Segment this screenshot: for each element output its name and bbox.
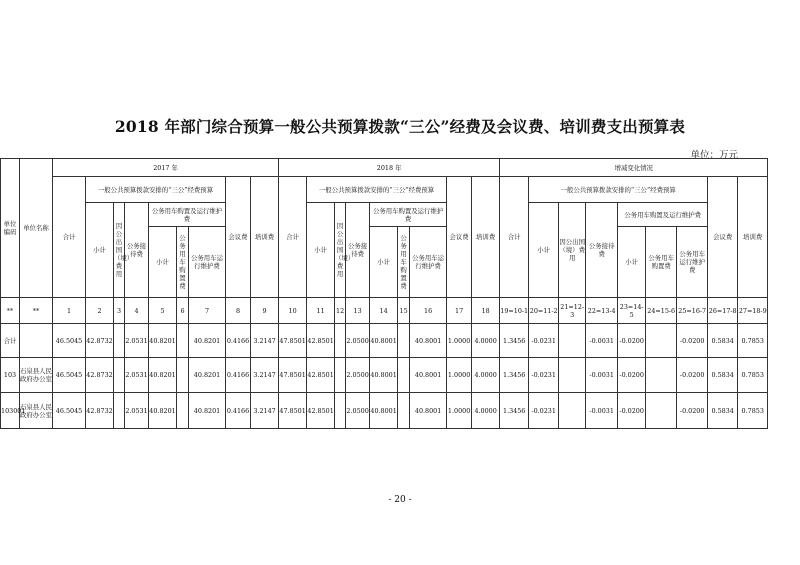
header-change-meeting: 会议费 (708, 177, 738, 298)
data-cell: 0.4166 (226, 393, 251, 429)
header-2018-vehicle-run: 公务用车运行维护费 (410, 227, 447, 298)
index-cell: 21=12-3 (559, 298, 586, 324)
data-cell: 2.0500 (346, 324, 370, 358)
data-cell: 40.8001 (410, 393, 447, 429)
header-change-reception: 公务接待费 (586, 203, 618, 298)
data-cell: 1.0000 (447, 324, 472, 358)
header-change-vehicle: 公务用车购置及运行维护费 (618, 203, 708, 227)
index-cell: 20=11-2 (529, 298, 559, 324)
data-cell (177, 393, 189, 429)
data-cell: 2.0500 (346, 393, 370, 429)
index-cell: 1 (53, 298, 86, 324)
header-2017-total: 合计 (53, 177, 86, 298)
index-cell: 2 (86, 298, 114, 324)
index-cell: 10 (279, 298, 307, 324)
data-cell: 1.0000 (447, 358, 472, 393)
data-cell: 40.8201 (189, 393, 226, 429)
header-2018-reception: 公务接待费 (346, 203, 370, 298)
data-cell (398, 324, 410, 358)
data-cell (114, 324, 125, 358)
index-cell: 8 (226, 298, 251, 324)
data-cell: 2.0531 (125, 358, 149, 393)
index-cell: 3 (114, 298, 125, 324)
data-cell: -0.0200 (677, 393, 708, 429)
index-cell: 22=13-4 (586, 298, 618, 324)
header-change-vehicle-subtotal: 小计 (618, 227, 646, 298)
unit-label: 单位：万元 (690, 150, 738, 161)
header-2017-vehicle-buy: 公务用车购置费 (177, 227, 189, 298)
data-cell: -0.0231 (529, 324, 559, 358)
data-cell (646, 324, 677, 358)
data-cell (559, 393, 586, 429)
data-cell: 0.4166 (226, 324, 251, 358)
index-cell: 26=17-8 (708, 298, 738, 324)
header-change-vehicle-buy: 公务用车购置费 (646, 227, 677, 298)
data-cell: 2.0500 (346, 358, 370, 393)
budget-table (0, 158, 768, 429)
data-cell: 0.7853 (738, 324, 768, 358)
data-cell: 42.8732 (86, 358, 114, 393)
data-cell: 40.8201 (149, 324, 177, 358)
index-cell: 14 (370, 298, 398, 324)
header-change-total: 合计 (500, 177, 529, 298)
data-cell: 1.3456 (500, 324, 529, 358)
index-cell: 15 (398, 298, 410, 324)
data-cell: 4.0000 (472, 358, 500, 393)
data-cell: 0.4166 (226, 358, 251, 393)
data-cell: 0.5834 (708, 393, 738, 429)
index-cell: 4 (125, 298, 149, 324)
data-cell: 42.8732 (86, 393, 114, 429)
index-cell: 5 (149, 298, 177, 324)
table-row-total (1, 324, 768, 358)
data-cell: 40.8201 (189, 324, 226, 358)
data-cell: 1.0000 (447, 393, 472, 429)
data-cell: 40.8001 (410, 324, 447, 358)
header-2017-subtotal: 小计 (86, 203, 114, 298)
data-cell: 3.2147 (251, 393, 279, 429)
data-cell: 3.2147 (251, 358, 279, 393)
data-cell: 40.8201 (189, 358, 226, 393)
header-2018-vehicle-subtotal: 小计 (370, 227, 398, 298)
data-cell: 40.8001 (370, 358, 398, 393)
index-cell: 16 (410, 298, 447, 324)
row-name: 石泉县人民政府办公室 (20, 393, 53, 429)
data-cell: 42.8501 (307, 358, 335, 393)
data-cell: -0.0200 (618, 393, 646, 429)
data-cell: 40.8201 (149, 393, 177, 429)
index-cell: ** (1, 298, 20, 324)
index-cell: ** (20, 298, 53, 324)
index-cell: 6 (177, 298, 189, 324)
data-cell: 40.8001 (370, 393, 398, 429)
data-cell: 46.5045 (53, 324, 86, 358)
data-cell: -0.0200 (618, 324, 646, 358)
row-code: 合计 (1, 324, 20, 358)
index-cell: 13 (346, 298, 370, 324)
data-cell: 46.5045 (53, 393, 86, 429)
data-cell: 0.7853 (738, 358, 768, 393)
header-2018-vehicle-buy: 公务用车购置费 (398, 227, 410, 298)
data-cell: 42.8501 (307, 393, 335, 429)
index-row (1, 298, 768, 324)
header-change: 增减变化情况 (500, 159, 768, 177)
data-cell: 2.0531 (125, 393, 149, 429)
data-cell (335, 393, 346, 429)
index-cell: 25=16-7 (677, 298, 708, 324)
data-cell: 0.5834 (708, 358, 738, 393)
data-cell: 4.0000 (472, 324, 500, 358)
data-cell: -0.0031 (586, 324, 618, 358)
header-2017-vehicle: 公务用车购置及运行维护费 (149, 203, 226, 227)
data-cell: 2.0531 (125, 324, 149, 358)
data-cell: -0.0200 (618, 358, 646, 393)
data-cell (335, 324, 346, 358)
header-2018-subtotal: 小计 (307, 203, 335, 298)
index-cell: 11 (307, 298, 335, 324)
data-cell: 46.5045 (53, 358, 86, 393)
data-cell (646, 358, 677, 393)
data-cell: 42.8732 (86, 324, 114, 358)
index-cell: 18 (472, 298, 500, 324)
header-2018-vehicle: 公务用车购置及运行维护费 (370, 203, 447, 227)
data-cell: -0.0031 (586, 393, 618, 429)
header-2017-meeting: 会议费 (226, 177, 251, 298)
page-number: - 20 - (388, 495, 412, 505)
data-cell (114, 393, 125, 429)
header-2018-total: 合计 (279, 177, 307, 298)
header-unit-code: 单位编码 (1, 159, 20, 298)
index-cell: 19=10-1 (500, 298, 529, 324)
data-cell: 42.8501 (307, 324, 335, 358)
data-cell: -0.0231 (529, 393, 559, 429)
header-change-training: 培训费 (738, 177, 768, 298)
header-unit-name: 单位名称 (20, 159, 53, 298)
header-2017-reception: 公务接待费 (125, 203, 149, 298)
index-cell: 12 (335, 298, 346, 324)
header-2017-vehicle-subtotal: 小计 (149, 227, 177, 298)
data-cell: -0.0200 (677, 358, 708, 393)
data-cell (559, 358, 586, 393)
data-cell (177, 358, 189, 393)
header-change-vehicle-run: 公务用车运行维护费 (677, 227, 708, 298)
header-2017-vehicle-run: 公务用车运行维护费 (189, 227, 226, 298)
header-change-subtotal: 小计 (529, 203, 559, 298)
header-2017-sangong: 一般公共预算拨款安排的“三公”经费预算 (86, 177, 226, 203)
table-row (1, 393, 768, 429)
header-change-sangong: 一般公共预算拨款安排的“三公”经费预算 (529, 177, 708, 203)
data-cell: 1.3456 (500, 393, 529, 429)
data-cell (114, 358, 125, 393)
data-cell: 47.8501 (279, 324, 307, 358)
index-cell: 9 (251, 298, 279, 324)
header-2018-training: 培训费 (472, 177, 500, 298)
data-cell (559, 324, 586, 358)
header-2018: 2018 年 (279, 159, 500, 177)
data-cell (646, 393, 677, 429)
header-2018-abroad: 因公出国（境）费用 (335, 203, 346, 298)
index-cell: 27=18-9 (738, 298, 768, 324)
index-cell: 23=14-5 (618, 298, 646, 324)
row-code: 103001 (1, 393, 20, 429)
header-change-abroad: 因公出国（境）费用 (559, 203, 586, 298)
data-cell: 0.7853 (738, 393, 768, 429)
table-row (1, 358, 768, 393)
index-cell: 24=15-6 (646, 298, 677, 324)
row-name (20, 324, 53, 358)
row-code: 103 (1, 358, 20, 393)
row-name: 石泉县人民政府办公室 (20, 358, 53, 393)
data-cell: 0.5834 (708, 324, 738, 358)
data-cell (335, 358, 346, 393)
header-2017-training: 培训费 (251, 177, 279, 298)
data-cell: -0.0200 (677, 324, 708, 358)
header-2018-meeting: 会议费 (447, 177, 472, 298)
index-cell: 17 (447, 298, 472, 324)
data-cell (177, 324, 189, 358)
data-cell: 40.8001 (410, 358, 447, 393)
data-cell (398, 393, 410, 429)
data-cell: 3.2147 (251, 324, 279, 358)
data-cell (398, 358, 410, 393)
data-cell: 47.8501 (279, 393, 307, 429)
page-title: 2018 年部门综合预算一般公共预算拨款“三公”经费及会议费、培训费支出预算表 (114, 117, 686, 136)
data-cell: 4.0000 (472, 393, 500, 429)
index-cell: 7 (189, 298, 226, 324)
data-cell: 47.8501 (279, 358, 307, 393)
data-cell: -0.0231 (529, 358, 559, 393)
data-cell: -0.0031 (586, 358, 618, 393)
header-2017-abroad: 因公出国（境）费用 (114, 203, 125, 298)
header-2017: 2017 年 (53, 159, 279, 177)
data-cell: 1.3456 (500, 358, 529, 393)
data-cell: 40.8001 (370, 324, 398, 358)
header-2018-sangong: 一般公共预算拨款安排的“三公”经费预算 (307, 177, 447, 203)
data-cell: 40.8201 (149, 358, 177, 393)
